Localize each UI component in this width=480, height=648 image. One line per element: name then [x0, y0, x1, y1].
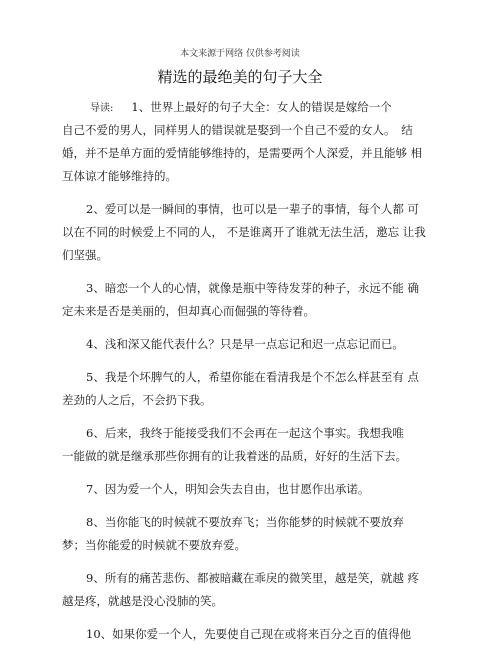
paragraph-line — [62, 478, 422, 501]
line-text: 1、世界上最好的句子大全：女人的错误是嫁给一个 — [131, 100, 392, 114]
paragraph-gap — [62, 501, 422, 511]
page-title: 精选的最绝美的句子大全 — [157, 68, 323, 86]
paragraph-line — [62, 366, 422, 389]
line-text: 差劲的人之后，不会扔下我。 — [62, 393, 212, 407]
paragraph-line — [90, 96, 422, 119]
paragraph-gap — [62, 557, 422, 567]
paragraph-line — [62, 119, 422, 142]
paragraph-line — [62, 165, 422, 188]
paragraph-line — [62, 534, 422, 557]
line-text: 7、因为爱一个人，明知会失去自由，也甘愿作出承诺。 — [86, 482, 370, 496]
paragraph-gap — [62, 412, 422, 422]
line-text: 6、后来，我终于能接受我们不会再在一起这个事实。我想我唯 — [86, 426, 404, 440]
paragraph-gap — [62, 468, 422, 478]
paragraph-line — [62, 221, 426, 244]
line-text: 5、我是个坏脾气的人，希望你能在看清我是个不怎么样甚至有 点 — [86, 370, 419, 384]
line-text: 梦；当你能爱的时候就不要放弃爱。 — [62, 538, 246, 552]
paragraph — [62, 277, 422, 323]
paragraph-gap — [62, 267, 422, 277]
paragraph — [62, 366, 422, 412]
paragraph-line — [62, 333, 422, 356]
paragraph — [62, 623, 422, 646]
line-text: 婚，并不是单方面的爱情能够维持的，是需要两个人深爱，并且能够 相 — [62, 146, 423, 160]
line-text: 2、爱可以是一瞬间的事情，也可以是一辈子的事情，每个人都 可 — [86, 202, 419, 216]
paragraph-line — [62, 567, 422, 590]
paragraph-line — [62, 198, 422, 221]
paragraph-line — [62, 623, 422, 646]
paragraph-line — [62, 590, 422, 613]
paragraph-line — [62, 511, 422, 534]
paragraph-line — [62, 277, 422, 300]
line-text: 定未来是否是美丽的，但却真心而倔强的等待着。 — [62, 304, 315, 318]
line-text: 互体谅才能够维持的。 — [62, 169, 177, 183]
paragraph-gap — [62, 613, 422, 623]
line-text: 越是疼，就越是没心没肺的笑。 — [62, 594, 223, 608]
paragraph-gap — [62, 188, 422, 198]
article-body — [62, 96, 426, 646]
paragraph-line — [62, 389, 422, 412]
line-text: 4、浅和深又能代表什么？只是早一点忘记和迟一点忘记而已。 — [86, 337, 404, 351]
paragraph — [62, 96, 422, 188]
line-text: 们坚强。 — [62, 248, 108, 262]
paragraph-line — [62, 300, 422, 323]
paragraph — [62, 478, 422, 501]
paragraph-gap — [62, 356, 422, 366]
lead-label: 导读: — [90, 103, 114, 114]
line-text: 3、暗恋一个人的心情，就像是瓶中等待发芽的种子，永远不能 确 — [86, 281, 419, 295]
source-note: 本文来源于网络 仅供参考阅读 — [180, 49, 300, 59]
paragraph — [62, 511, 422, 557]
paragraph — [62, 422, 422, 468]
line-text: 8、当你能飞的时候就不要放弃飞；当你能梦的时候就不要放弃 — [86, 515, 404, 529]
paragraph — [62, 333, 422, 356]
paragraph-line — [62, 445, 422, 468]
line-text: 一能做的就是继承那些你拥有的让我着迷的品质，好好的生活下去。 — [62, 449, 407, 463]
paragraph — [62, 198, 426, 267]
paragraph-line — [62, 422, 422, 445]
line-text: 10、如果你爱一个人，先要使自己现在或将来百分之百的值得他 — [86, 627, 412, 641]
line-text: 以在不同的时候爱上不同的人， 不是谁离开了谁就无法生活，邀忘 让我 — [62, 225, 426, 239]
line-text: 自己不爱的男人，同样男人的错误就是娶到一个自己不爱的女人。 结 — [62, 123, 413, 137]
paragraph-gap — [62, 323, 422, 333]
paragraph-line — [62, 142, 422, 165]
line-text: 9、所有的痛苦悲伤、都被暗藏在乖戾的微笑里，越是笑，就越 疼 — [86, 571, 419, 585]
paragraph — [62, 567, 422, 613]
paragraph-line — [62, 244, 422, 267]
